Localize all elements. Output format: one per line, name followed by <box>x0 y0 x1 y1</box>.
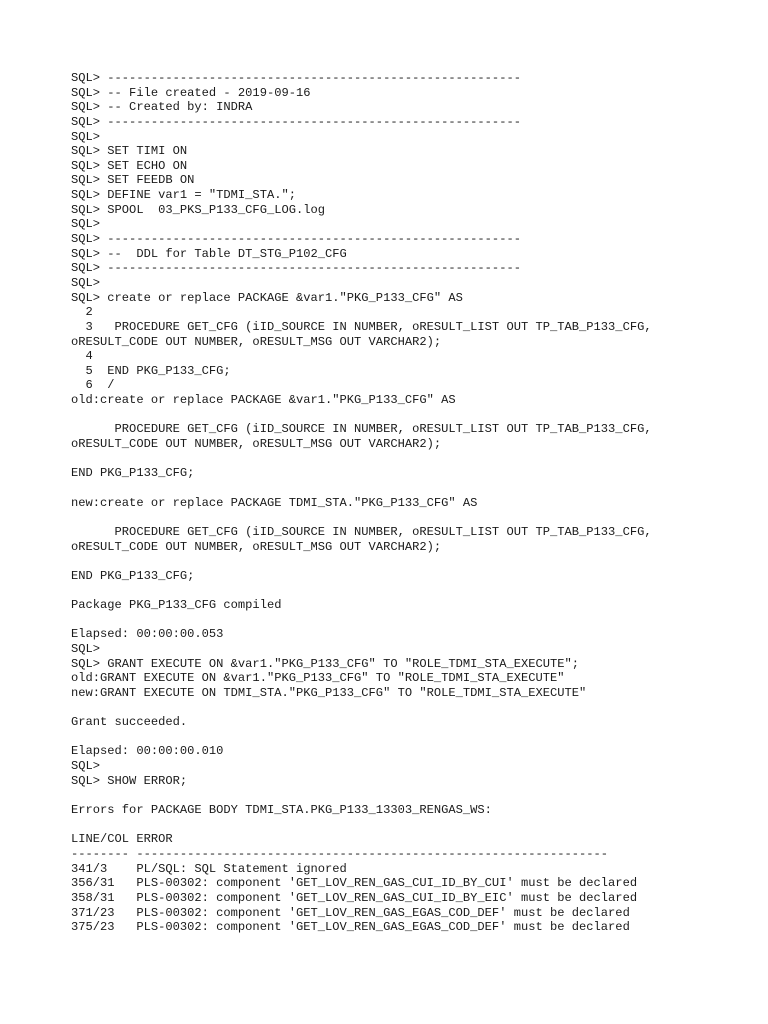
log-line: SQL> -- Created by: INDRA <box>71 100 253 115</box>
log-line <box>71 510 652 525</box>
log-line: SQL> --------------------------------------------------------- <box>71 261 521 276</box>
log-line: 356/31 PLS-00302: component 'GET_LOV_REN_GAS_CUI_ID_BY_CUI' must be declared <box>71 876 638 891</box>
log-line: SQL> --------------------------------------------------------- <box>71 114 521 129</box>
log-line <box>71 613 652 628</box>
log-line: Errors for PACKAGE BODY TDMI_STA.PKG_P133_13303_RENGAS_WS: <box>71 803 492 818</box>
log-line: SQL> GRANT EXECUTE ON &var1."PKG_P133_CFG" TO "ROLE_TDMI_STA_EXECUTE"; <box>71 656 580 671</box>
log-line: oRESULT_CODE OUT NUMBER, oRESULT_MSG OUT VARCHAR2); <box>71 437 442 452</box>
log-line: Elapsed: 00:00:00.010 <box>71 744 224 759</box>
log-line: SQL> --------------------------------------------------------- <box>71 232 521 247</box>
log-line <box>71 583 652 598</box>
log-line <box>71 730 652 745</box>
log-line: 4 <box>71 349 93 364</box>
log-line: 341/3 PL/SQL: SQL Statement ignored <box>71 861 347 876</box>
log-line <box>71 554 652 569</box>
log-line: 6 / <box>71 378 115 393</box>
log-line: SQL> <box>71 217 101 232</box>
log-line: SQL> <box>71 759 101 774</box>
log-line: -------- ----------------------------------------------------------------- <box>71 846 609 861</box>
log-line: Elapsed: 00:00:00.053 <box>71 627 224 642</box>
log-line: oRESULT_CODE OUT NUMBER, oRESULT_MSG OUT VARCHAR2); <box>71 539 442 554</box>
log-line: old:GRANT EXECUTE ON &var1."PKG_P133_CFG" TO "ROLE_TDMI_STA_EXECUTE" <box>71 671 565 686</box>
log-line <box>71 452 652 467</box>
log-line <box>71 481 652 496</box>
log-line: new:GRANT EXECUTE ON TDMI_STA."PKG_P133_CFG" TO "ROLE_TDMI_STA_EXECUTE" <box>71 685 587 700</box>
log-line: SQL> create or replace PACKAGE &var1."PKG_P133_CFG" AS <box>71 290 463 305</box>
log-line <box>71 701 652 716</box>
log-line: END PKG_P133_CFG; <box>71 466 195 481</box>
log-line: SQL> -- File created - 2019-09-16 <box>71 85 311 100</box>
log-line: SQL> SHOW ERROR; <box>71 773 188 788</box>
log-line: old:create or replace PACKAGE &var1."PKG_P133_CFG" AS <box>71 393 456 408</box>
log-line: END PKG_P133_CFG; <box>71 568 195 583</box>
log-line: Package PKG_P133_CFG compiled <box>71 598 282 613</box>
log-line <box>71 408 652 423</box>
log-line: Grant succeeded. <box>71 715 188 730</box>
log-line: SQL> <box>71 129 101 144</box>
log-line: PROCEDURE GET_CFG (iID_SOURCE IN NUMBER, oRESULT_LIST OUT TP_TAB_P133_CFG, <box>71 524 652 539</box>
log-line <box>71 788 652 803</box>
log-line: SQL> <box>71 275 101 290</box>
log-line: 3 PROCEDURE GET_CFG (iID_SOURCE IN NUMBER, oRESULT_LIST OUT TP_TAB_P133_CFG, <box>71 319 652 334</box>
log-line: SQL> SET TIMI ON <box>71 144 188 159</box>
log-line: SQL> <box>71 641 101 656</box>
log-line: new:create or replace PACKAGE TDMI_STA."PKG_P133_CFG" AS <box>71 495 478 510</box>
log-line: SQL> SET ECHO ON <box>71 158 188 173</box>
log-line <box>71 818 652 833</box>
log-line: PROCEDURE GET_CFG (iID_SOURCE IN NUMBER, oRESULT_LIST OUT TP_TAB_P133_CFG, <box>71 422 652 437</box>
log-line: 5 END PKG_P133_CFG; <box>71 363 231 378</box>
log-line: SQL> --------------------------------------------------------- <box>71 71 521 85</box>
log-line: SQL> -- DDL for Table DT_STG_P102_CFG <box>71 246 347 261</box>
log-line: 375/23 PLS-00302: component 'GET_LOV_REN_GAS_EGAS_COD_DEF' must be declared <box>71 920 630 935</box>
log-line: 2 <box>71 305 93 320</box>
log-line: SQL> DEFINE var1 = "TDMI_STA."; <box>71 188 296 203</box>
log-line: 371/23 PLS-00302: component 'GET_LOV_REN_GAS_EGAS_COD_DEF' must be declared <box>71 905 630 920</box>
log-line: oRESULT_CODE OUT NUMBER, oRESULT_MSG OUT VARCHAR2); <box>71 334 442 349</box>
log-line: SQL> SET FEEDB ON <box>71 173 195 188</box>
sql-spool-log <box>71 71 652 935</box>
log-line: LINE/COL ERROR <box>71 832 173 847</box>
log-line: SQL> SPOOL 03_PKS_P133_CFG_LOG.log <box>71 202 326 217</box>
log-line: 358/31 PLS-00302: component 'GET_LOV_REN_GAS_CUI_ID_BY_EIC' must be declared <box>71 890 638 905</box>
